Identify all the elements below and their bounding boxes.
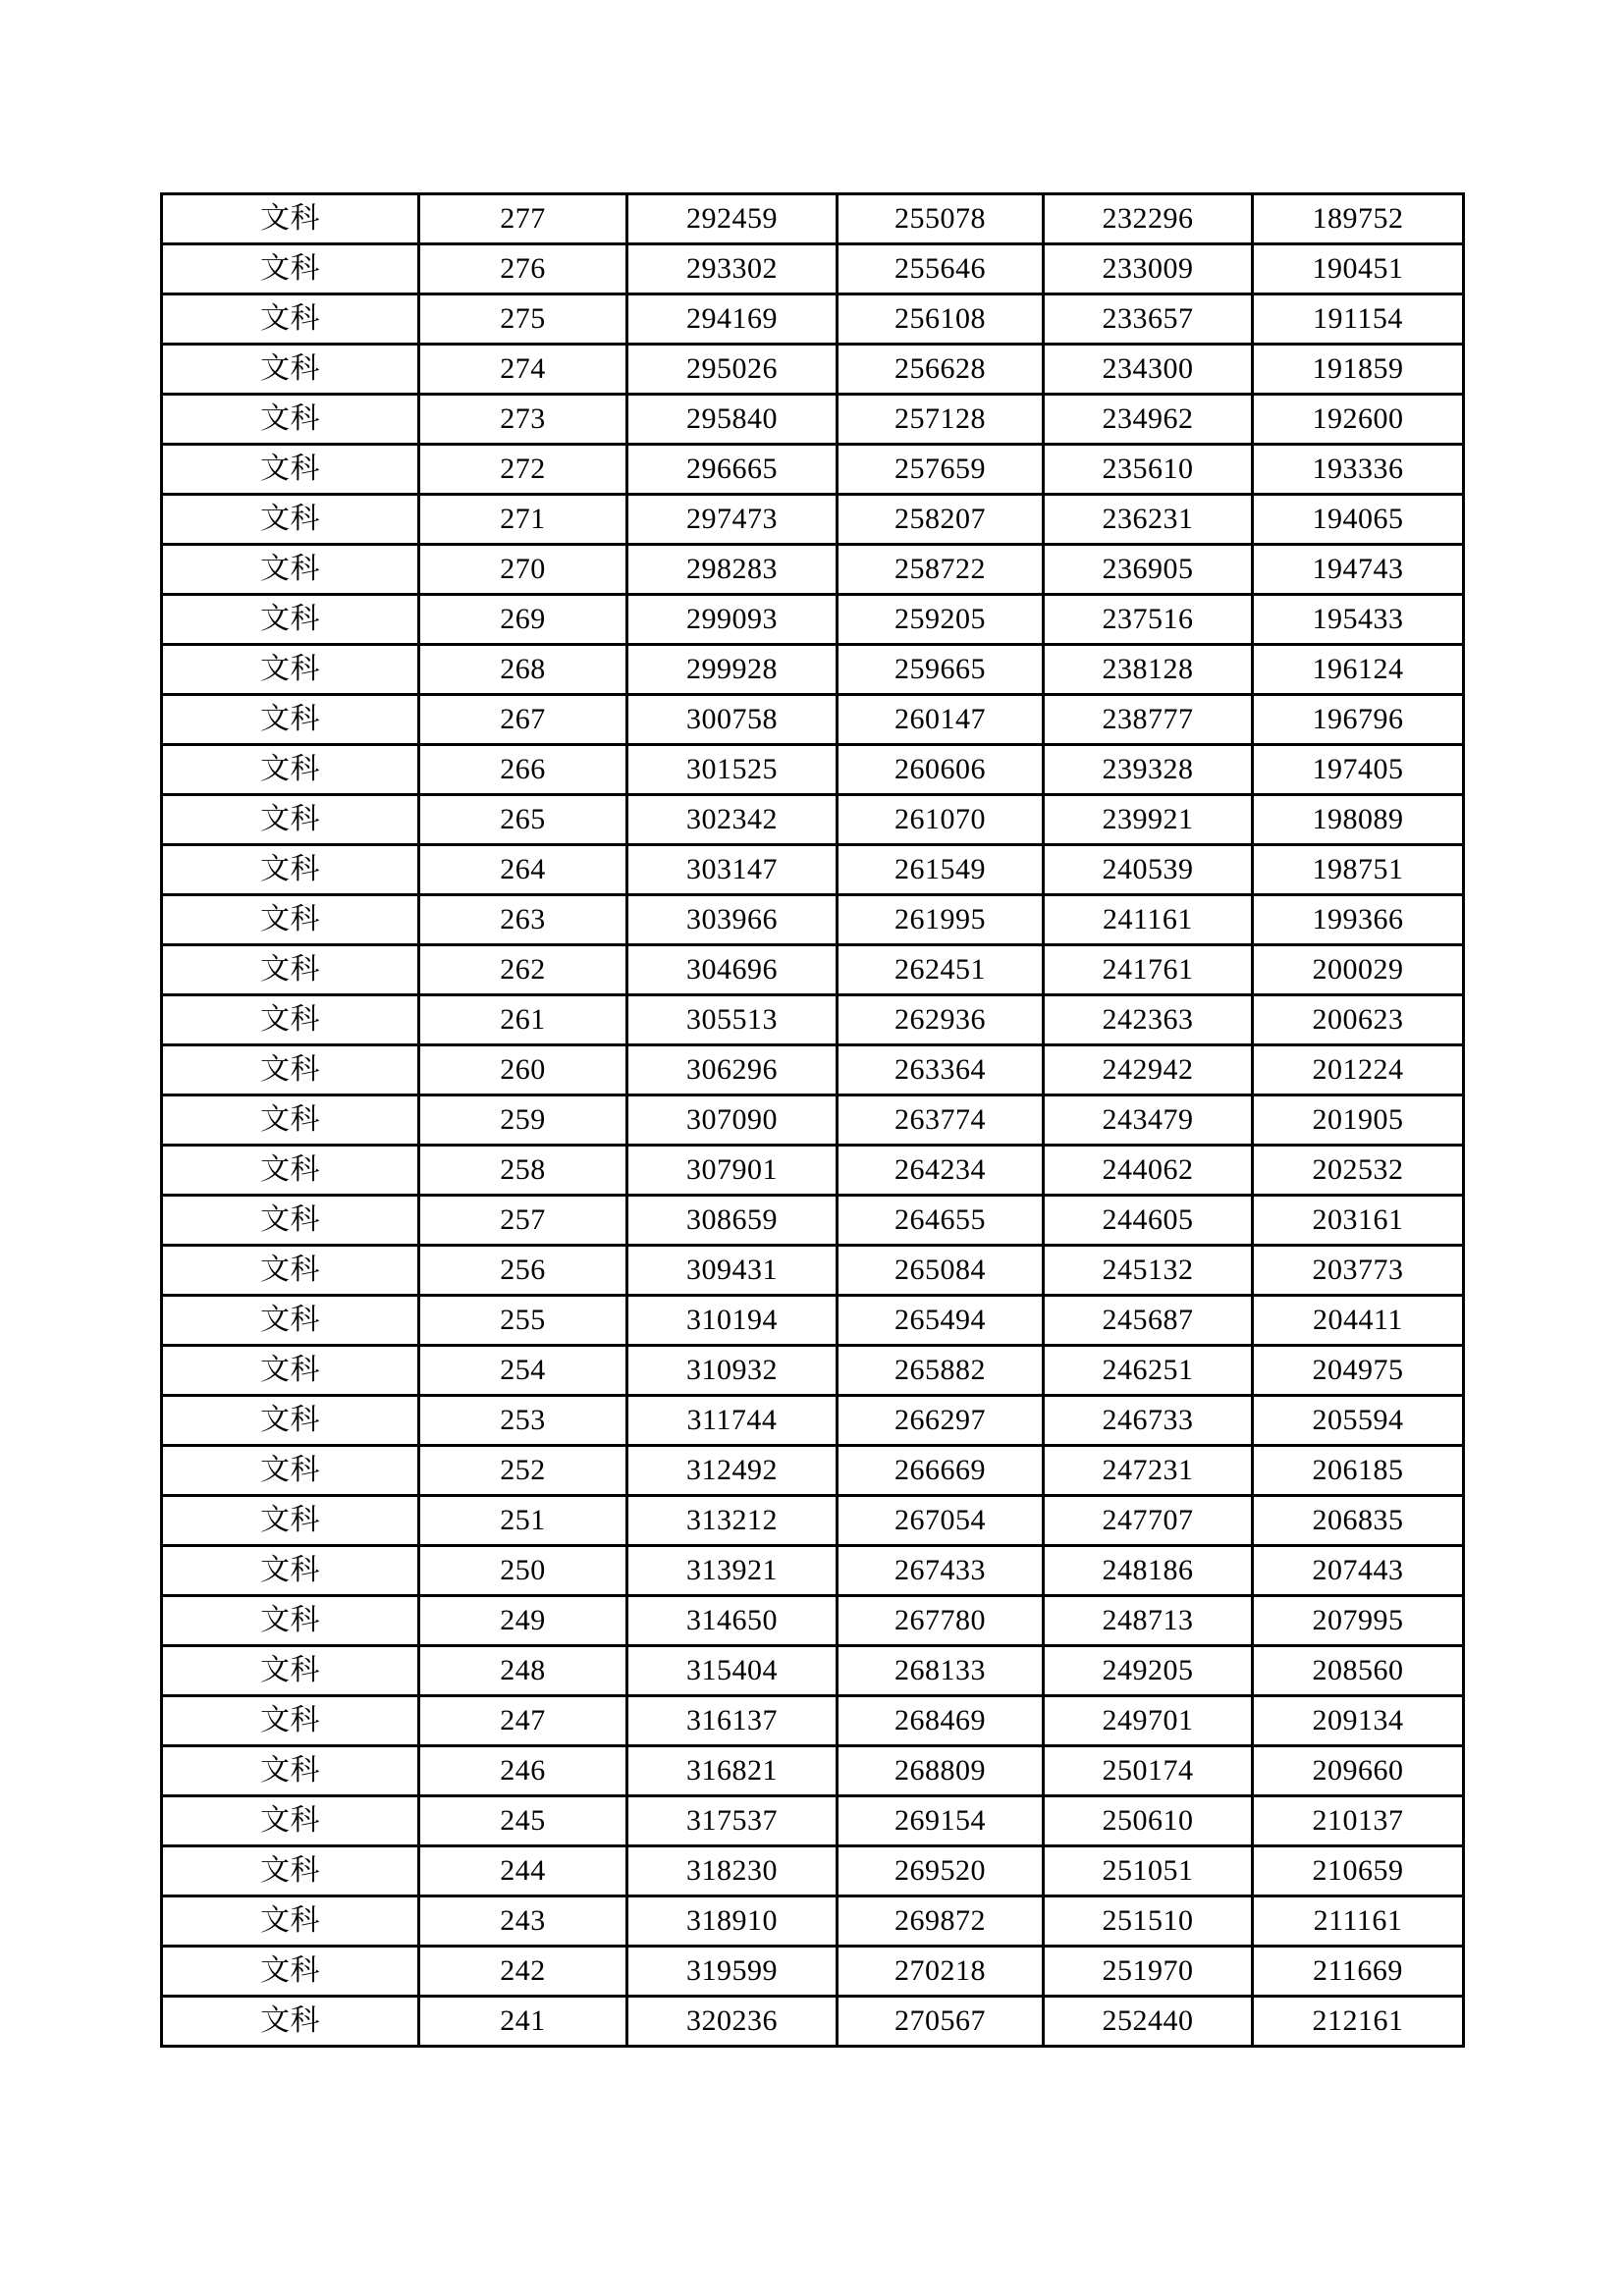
cell-cum_b: 260606 — [838, 745, 1044, 795]
cell-cum_b: 261070 — [838, 795, 1044, 845]
cell-cum_total: 314650 — [627, 1596, 838, 1646]
table-row — [162, 1997, 1464, 2047]
score-table-body — [162, 194, 1464, 2047]
cell-subject: 文科 — [162, 345, 419, 395]
cell-subject: 文科 — [162, 845, 419, 895]
cell-score: 269 — [419, 595, 627, 645]
cell-cum_b: 259205 — [838, 595, 1044, 645]
table-row — [162, 1646, 1464, 1696]
cell-cum_b: 257128 — [838, 395, 1044, 445]
cell-cum_total: 302342 — [627, 795, 838, 845]
cell-cum_c: 251510 — [1044, 1896, 1253, 1947]
cell-score: 266 — [419, 745, 627, 795]
cell-cum_b: 270567 — [838, 1997, 1044, 2047]
cell-score: 261 — [419, 995, 627, 1045]
cell-cum_total: 293302 — [627, 244, 838, 294]
table-row — [162, 1146, 1464, 1196]
cell-cum_b: 261995 — [838, 895, 1044, 945]
cell-cum_total: 301525 — [627, 745, 838, 795]
cell-cum_c: 239921 — [1044, 795, 1253, 845]
cell-subject: 文科 — [162, 1095, 419, 1146]
table-row — [162, 1095, 1464, 1146]
cell-score: 277 — [419, 194, 627, 244]
cell-score: 259 — [419, 1095, 627, 1146]
table-row — [162, 1296, 1464, 1346]
cell-subject: 文科 — [162, 1346, 419, 1396]
cell-cum_d: 207443 — [1253, 1546, 1464, 1596]
cell-cum_d: 200623 — [1253, 995, 1464, 1045]
cell-cum_c: 249205 — [1044, 1646, 1253, 1696]
cell-cum_b: 269154 — [838, 1796, 1044, 1846]
cell-subject: 文科 — [162, 1396, 419, 1446]
cell-cum_total: 313212 — [627, 1496, 838, 1546]
cell-subject: 文科 — [162, 795, 419, 845]
table-row — [162, 1196, 1464, 1246]
cell-cum_c: 236905 — [1044, 545, 1253, 595]
cell-cum_total: 295840 — [627, 395, 838, 445]
cell-score: 253 — [419, 1396, 627, 1446]
cell-subject: 文科 — [162, 1646, 419, 1696]
table-row — [162, 1446, 1464, 1496]
cell-cum_b: 263364 — [838, 1045, 1044, 1095]
cell-cum_c: 252440 — [1044, 1997, 1253, 2047]
cell-cum_c: 246251 — [1044, 1346, 1253, 1396]
cell-subject: 文科 — [162, 745, 419, 795]
cell-cum_c: 240539 — [1044, 845, 1253, 895]
cell-subject: 文科 — [162, 595, 419, 645]
cell-subject: 文科 — [162, 995, 419, 1045]
cell-cum_total: 318230 — [627, 1846, 838, 1896]
cell-cum_total: 312492 — [627, 1446, 838, 1496]
cell-cum_d: 209660 — [1253, 1746, 1464, 1796]
cell-cum_total: 316821 — [627, 1746, 838, 1796]
cell-cum_c: 248186 — [1044, 1546, 1253, 1596]
cell-cum_d: 203773 — [1253, 1246, 1464, 1296]
cell-cum_b: 264234 — [838, 1146, 1044, 1196]
cell-score: 258 — [419, 1146, 627, 1196]
cell-subject: 文科 — [162, 395, 419, 445]
cell-cum_b: 258722 — [838, 545, 1044, 595]
cell-subject: 文科 — [162, 1296, 419, 1346]
cell-subject: 文科 — [162, 1045, 419, 1095]
cell-cum_d: 212161 — [1253, 1997, 1464, 2047]
cell-cum_total: 297473 — [627, 495, 838, 545]
cell-subject: 文科 — [162, 1696, 419, 1746]
table-row — [162, 445, 1464, 495]
cell-cum_d: 192600 — [1253, 395, 1464, 445]
cell-cum_total: 304696 — [627, 945, 838, 995]
cell-subject: 文科 — [162, 1596, 419, 1646]
cell-subject: 文科 — [162, 1796, 419, 1846]
cell-subject: 文科 — [162, 945, 419, 995]
cell-cum_d: 206835 — [1253, 1496, 1464, 1546]
cell-score: 264 — [419, 845, 627, 895]
cell-score: 247 — [419, 1696, 627, 1746]
table-row — [162, 945, 1464, 995]
table-row — [162, 1246, 1464, 1296]
cell-cum_d: 196124 — [1253, 645, 1464, 695]
cell-cum_d: 211669 — [1253, 1947, 1464, 1997]
cell-score: 246 — [419, 1746, 627, 1796]
cell-cum_b: 263774 — [838, 1095, 1044, 1146]
cell-cum_d: 204975 — [1253, 1346, 1464, 1396]
cell-cum_d: 201905 — [1253, 1095, 1464, 1146]
table-row — [162, 695, 1464, 745]
cell-cum_d: 199366 — [1253, 895, 1464, 945]
table-row — [162, 495, 1464, 545]
cell-cum_b: 265084 — [838, 1246, 1044, 1296]
cell-cum_total: 308659 — [627, 1196, 838, 1246]
cell-subject: 文科 — [162, 1846, 419, 1896]
cell-subject: 文科 — [162, 1496, 419, 1546]
cell-subject: 文科 — [162, 895, 419, 945]
cell-cum_d: 201224 — [1253, 1045, 1464, 1095]
table-row — [162, 1796, 1464, 1846]
cell-cum_total: 316137 — [627, 1696, 838, 1746]
cell-cum_b: 256108 — [838, 294, 1044, 345]
cell-cum_b: 269520 — [838, 1846, 1044, 1896]
cell-cum_c: 235610 — [1044, 445, 1253, 495]
cell-subject: 文科 — [162, 645, 419, 695]
cell-cum_c: 250610 — [1044, 1796, 1253, 1846]
cell-cum_b: 261549 — [838, 845, 1044, 895]
cell-score: 271 — [419, 495, 627, 545]
cell-cum_total: 294169 — [627, 294, 838, 345]
cell-cum_d: 189752 — [1253, 194, 1464, 244]
table-row — [162, 1846, 1464, 1896]
table-row — [162, 995, 1464, 1045]
cell-subject: 文科 — [162, 545, 419, 595]
cell-cum_d: 196796 — [1253, 695, 1464, 745]
cell-cum_c: 238777 — [1044, 695, 1253, 745]
table-row — [162, 795, 1464, 845]
cell-score: 251 — [419, 1496, 627, 1546]
cell-cum_d: 197405 — [1253, 745, 1464, 795]
cell-cum_total: 306296 — [627, 1045, 838, 1095]
cell-cum_b: 267433 — [838, 1546, 1044, 1596]
cell-cum_b: 255078 — [838, 194, 1044, 244]
cell-cum_total: 310932 — [627, 1346, 838, 1396]
table-row — [162, 345, 1464, 395]
cell-cum_c: 244605 — [1044, 1196, 1253, 1246]
cell-subject: 文科 — [162, 194, 419, 244]
cell-cum_d: 203161 — [1253, 1196, 1464, 1246]
cell-cum_total: 303147 — [627, 845, 838, 895]
cell-cum_b: 269872 — [838, 1896, 1044, 1947]
cell-score: 255 — [419, 1296, 627, 1346]
cell-score: 249 — [419, 1596, 627, 1646]
cell-cum_b: 262936 — [838, 995, 1044, 1045]
cell-cum_d: 206185 — [1253, 1446, 1464, 1496]
cell-cum_b: 267054 — [838, 1496, 1044, 1546]
cell-cum_total: 307090 — [627, 1095, 838, 1146]
cell-cum_d: 190451 — [1253, 244, 1464, 294]
cell-cum_c: 238128 — [1044, 645, 1253, 695]
cell-cum_d: 200029 — [1253, 945, 1464, 995]
cell-subject: 文科 — [162, 695, 419, 745]
cell-score: 267 — [419, 695, 627, 745]
cell-score: 252 — [419, 1446, 627, 1496]
cell-cum_d: 204411 — [1253, 1296, 1464, 1346]
cell-cum_b: 268469 — [838, 1696, 1044, 1746]
cell-cum_total: 311744 — [627, 1396, 838, 1446]
cell-cum_c: 232296 — [1044, 194, 1253, 244]
cell-subject: 文科 — [162, 1146, 419, 1196]
cell-cum_b: 259665 — [838, 645, 1044, 695]
cell-cum_b: 266297 — [838, 1396, 1044, 1446]
cell-subject: 文科 — [162, 1246, 419, 1296]
cell-subject: 文科 — [162, 1546, 419, 1596]
cell-cum_total: 320236 — [627, 1997, 838, 2047]
cell-cum_d: 194065 — [1253, 495, 1464, 545]
cell-cum_c: 251051 — [1044, 1846, 1253, 1896]
cell-score: 256 — [419, 1246, 627, 1296]
cell-cum_d: 210659 — [1253, 1846, 1464, 1896]
cell-cum_total: 296665 — [627, 445, 838, 495]
cell-cum_c: 241161 — [1044, 895, 1253, 945]
cell-score: 262 — [419, 945, 627, 995]
table-row — [162, 1696, 1464, 1746]
cell-cum_b: 265882 — [838, 1346, 1044, 1396]
cell-score: 245 — [419, 1796, 627, 1846]
cell-score: 268 — [419, 645, 627, 695]
cell-cum_total: 315404 — [627, 1646, 838, 1696]
cell-cum_d: 207995 — [1253, 1596, 1464, 1646]
cell-subject: 文科 — [162, 1196, 419, 1246]
cell-cum_total: 303966 — [627, 895, 838, 945]
cell-subject: 文科 — [162, 294, 419, 345]
cell-cum_c: 241761 — [1044, 945, 1253, 995]
table-row — [162, 1396, 1464, 1446]
cell-cum_b: 260147 — [838, 695, 1044, 745]
cell-cum_d: 193336 — [1253, 445, 1464, 495]
cell-cum_b: 266669 — [838, 1446, 1044, 1496]
cell-cum_c: 237516 — [1044, 595, 1253, 645]
score-table-container — [160, 192, 1462, 2048]
cell-cum_total: 307901 — [627, 1146, 838, 1196]
table-row — [162, 845, 1464, 895]
cell-subject: 文科 — [162, 445, 419, 495]
cell-cum_c: 247231 — [1044, 1446, 1253, 1496]
cell-subject: 文科 — [162, 1997, 419, 2047]
cell-score: 257 — [419, 1196, 627, 1246]
cell-cum_d: 194743 — [1253, 545, 1464, 595]
table-row — [162, 895, 1464, 945]
cell-score: 241 — [419, 1997, 627, 2047]
table-row — [162, 1546, 1464, 1596]
cell-cum_total: 319599 — [627, 1947, 838, 1997]
table-row — [162, 1346, 1464, 1396]
cell-cum_c: 242363 — [1044, 995, 1253, 1045]
cell-cum_total: 309431 — [627, 1246, 838, 1296]
cell-cum_c: 247707 — [1044, 1496, 1253, 1546]
cell-cum_d: 198751 — [1253, 845, 1464, 895]
table-row — [162, 294, 1464, 345]
table-row — [162, 1496, 1464, 1546]
cell-cum_total: 313921 — [627, 1546, 838, 1596]
cell-cum_c: 243479 — [1044, 1095, 1253, 1146]
cell-subject: 文科 — [162, 1746, 419, 1796]
cell-cum_c: 250174 — [1044, 1746, 1253, 1796]
cell-cum_total: 300758 — [627, 695, 838, 745]
cell-score: 263 — [419, 895, 627, 945]
cell-cum_d: 195433 — [1253, 595, 1464, 645]
cell-cum_c: 246733 — [1044, 1396, 1253, 1446]
cell-cum_b: 268809 — [838, 1746, 1044, 1796]
cell-cum_b: 258207 — [838, 495, 1044, 545]
cell-subject: 文科 — [162, 495, 419, 545]
cell-score: 244 — [419, 1846, 627, 1896]
cell-cum_b: 265494 — [838, 1296, 1044, 1346]
cell-cum_c: 233657 — [1044, 294, 1253, 345]
cell-score: 276 — [419, 244, 627, 294]
table-row — [162, 244, 1464, 294]
cell-cum_total: 292459 — [627, 194, 838, 244]
cell-score: 265 — [419, 795, 627, 845]
cell-cum_c: 242942 — [1044, 1045, 1253, 1095]
cell-cum_b: 267780 — [838, 1596, 1044, 1646]
cell-score: 274 — [419, 345, 627, 395]
cell-subject: 文科 — [162, 1896, 419, 1947]
cell-cum_total: 298283 — [627, 545, 838, 595]
cell-cum_d: 202532 — [1253, 1146, 1464, 1196]
cell-cum_b: 256628 — [838, 345, 1044, 395]
cell-subject: 文科 — [162, 1446, 419, 1496]
cell-cum_c: 233009 — [1044, 244, 1253, 294]
cell-cum_b: 257659 — [838, 445, 1044, 495]
cell-cum_d: 210137 — [1253, 1796, 1464, 1846]
cell-cum_b: 268133 — [838, 1646, 1044, 1696]
cell-cum_d: 205594 — [1253, 1396, 1464, 1446]
cell-subject: 文科 — [162, 1947, 419, 1997]
cell-cum_c: 245687 — [1044, 1296, 1253, 1346]
table-row — [162, 595, 1464, 645]
cell-cum_c: 234962 — [1044, 395, 1253, 445]
score-rank-table — [160, 192, 1465, 2048]
cell-cum_b: 270218 — [838, 1947, 1044, 1997]
table-row — [162, 1746, 1464, 1796]
table-row — [162, 395, 1464, 445]
table-row — [162, 545, 1464, 595]
cell-cum_d: 198089 — [1253, 795, 1464, 845]
table-row — [162, 1045, 1464, 1095]
cell-cum_total: 318910 — [627, 1896, 838, 1947]
cell-cum_c: 236231 — [1044, 495, 1253, 545]
cell-score: 248 — [419, 1646, 627, 1696]
cell-cum_total: 317537 — [627, 1796, 838, 1846]
cell-cum_b: 264655 — [838, 1196, 1044, 1246]
cell-score: 272 — [419, 445, 627, 495]
table-row — [162, 1596, 1464, 1646]
cell-cum_c: 249701 — [1044, 1696, 1253, 1746]
cell-cum_c: 234300 — [1044, 345, 1253, 395]
cell-score: 273 — [419, 395, 627, 445]
cell-cum_b: 255646 — [838, 244, 1044, 294]
cell-cum_c: 245132 — [1044, 1246, 1253, 1296]
cell-cum_total: 299093 — [627, 595, 838, 645]
cell-cum_total: 310194 — [627, 1296, 838, 1346]
cell-cum_c: 251970 — [1044, 1947, 1253, 1997]
cell-cum_d: 209134 — [1253, 1696, 1464, 1746]
cell-cum_d: 191859 — [1253, 345, 1464, 395]
cell-cum_total: 299928 — [627, 645, 838, 695]
cell-score: 260 — [419, 1045, 627, 1095]
cell-cum_d: 211161 — [1253, 1896, 1464, 1947]
cell-score: 275 — [419, 294, 627, 345]
cell-cum_b: 262451 — [838, 945, 1044, 995]
cell-score: 250 — [419, 1546, 627, 1596]
cell-cum_total: 305513 — [627, 995, 838, 1045]
cell-cum_c: 248713 — [1044, 1596, 1253, 1646]
table-row — [162, 1896, 1464, 1947]
table-row — [162, 745, 1464, 795]
table-row — [162, 1947, 1464, 1997]
cell-subject: 文科 — [162, 244, 419, 294]
cell-score: 254 — [419, 1346, 627, 1396]
cell-score: 270 — [419, 545, 627, 595]
cell-score: 242 — [419, 1947, 627, 1997]
cell-cum_d: 208560 — [1253, 1646, 1464, 1696]
table-row — [162, 194, 1464, 244]
cell-cum_c: 239328 — [1044, 745, 1253, 795]
cell-cum_d: 191154 — [1253, 294, 1464, 345]
cell-cum_c: 244062 — [1044, 1146, 1253, 1196]
cell-score: 243 — [419, 1896, 627, 1947]
table-row — [162, 645, 1464, 695]
cell-cum_total: 295026 — [627, 345, 838, 395]
